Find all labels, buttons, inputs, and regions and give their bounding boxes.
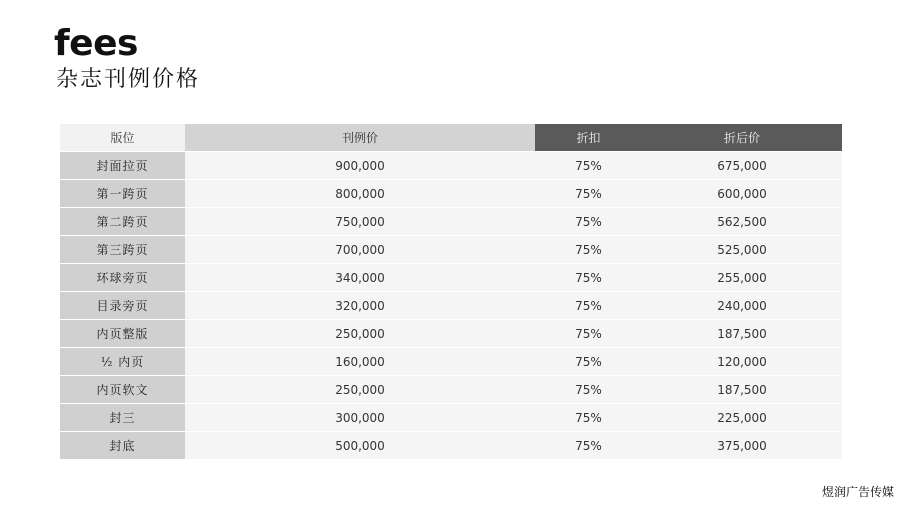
fee-table xyxy=(60,124,842,460)
cell-final-price: 375,000 xyxy=(642,432,842,460)
page-title-cn: 杂志刊例价格 xyxy=(56,67,201,92)
cell-final-price: 675,000 xyxy=(642,152,842,180)
cell-discount: 75% xyxy=(535,320,642,348)
cell-price: 320,000 xyxy=(185,292,535,320)
cell-position: 内页软文 xyxy=(60,376,185,404)
cell-price: 340,000 xyxy=(185,264,535,292)
cell-discount: 75% xyxy=(535,236,642,264)
table-row xyxy=(60,376,842,404)
cell-price: 700,000 xyxy=(185,236,535,264)
table-row xyxy=(60,236,842,264)
cell-price: 250,000 xyxy=(185,376,535,404)
table-row xyxy=(60,180,842,208)
cell-final-price: 525,000 xyxy=(642,236,842,264)
cell-final-price: 187,500 xyxy=(642,320,842,348)
cell-discount: 75% xyxy=(535,208,642,236)
cell-position: 第三跨页 xyxy=(60,236,185,264)
cell-discount: 75% xyxy=(535,180,642,208)
cell-price: 250,000 xyxy=(185,320,535,348)
cell-final-price: 600,000 xyxy=(642,180,842,208)
cell-price: 900,000 xyxy=(185,152,535,180)
cell-discount: 75% xyxy=(535,404,642,432)
table-header-row xyxy=(60,124,842,152)
cell-position: 第二跨页 xyxy=(60,208,185,236)
table-row xyxy=(60,348,842,376)
cell-position: 目录旁页 xyxy=(60,292,185,320)
cell-final-price: 255,000 xyxy=(642,264,842,292)
cell-price: 750,000 xyxy=(185,208,535,236)
column-header-price: 刊例价 xyxy=(185,124,535,152)
table-row xyxy=(60,432,842,460)
column-header-final-price: 折后价 xyxy=(642,124,842,152)
cell-discount: 75% xyxy=(535,432,642,460)
column-header-position: 版位 xyxy=(60,124,185,152)
table-row xyxy=(60,152,842,180)
cell-discount: 75% xyxy=(535,292,642,320)
table-row xyxy=(60,208,842,236)
cell-position: 第一跨页 xyxy=(60,180,185,208)
cell-final-price: 187,500 xyxy=(642,376,842,404)
page-title-en: fees xyxy=(54,23,138,64)
cell-price: 160,000 xyxy=(185,348,535,376)
table-row xyxy=(60,320,842,348)
cell-final-price: 562,500 xyxy=(642,208,842,236)
cell-discount: 75% xyxy=(535,348,642,376)
cell-final-price: 240,000 xyxy=(642,292,842,320)
cell-price: 500,000 xyxy=(185,432,535,460)
cell-position: 环球旁页 xyxy=(60,264,185,292)
column-header-discount: 折扣 xyxy=(535,124,642,152)
cell-position: ½ 内页 xyxy=(60,348,185,376)
cell-discount: 75% xyxy=(535,264,642,292)
cell-position: 内页整版 xyxy=(60,320,185,348)
cell-final-price: 120,000 xyxy=(642,348,842,376)
cell-final-price: 225,000 xyxy=(642,404,842,432)
cell-position: 封面拉页 xyxy=(60,152,185,180)
cell-price: 800,000 xyxy=(185,180,535,208)
cell-discount: 75% xyxy=(535,376,642,404)
table-row xyxy=(60,264,842,292)
cell-position: 封三 xyxy=(60,404,185,432)
brand-label: 煜润广告传媒 xyxy=(821,485,894,499)
table-row xyxy=(60,292,842,320)
cell-discount: 75% xyxy=(535,152,642,180)
table-row xyxy=(60,404,842,432)
cell-position: 封底 xyxy=(60,432,185,460)
cell-price: 300,000 xyxy=(185,404,535,432)
